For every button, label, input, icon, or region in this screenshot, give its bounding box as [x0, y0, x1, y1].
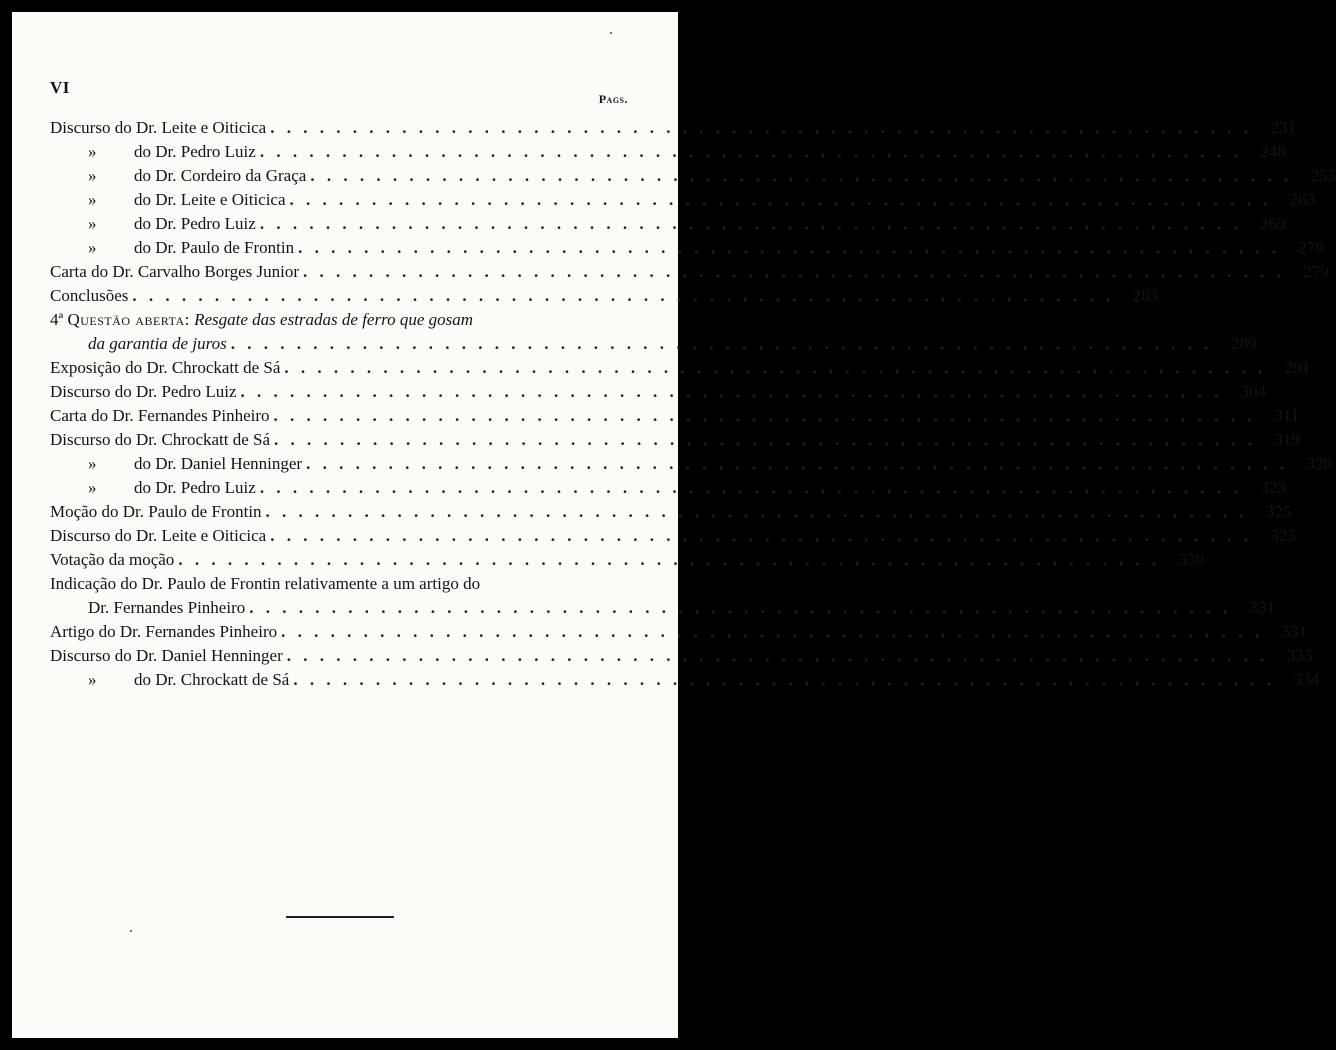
- leader-dots: [260, 476, 1242, 500]
- toc-entry-text: do Dr. Cordeiro da Graça: [134, 166, 307, 185]
- toc-entry-page: 289: [1230, 334, 1257, 353]
- toc-entry-title: Discurso do Dr. Chrockatt de Sá: [50, 430, 271, 449]
- ditto-mark: »: [88, 238, 97, 257]
- toc-entry-text: do Dr. Pedro Luiz: [134, 214, 256, 233]
- toc-entry-multiline: [50, 572, 628, 596]
- leader-dots: [260, 140, 1242, 164]
- toc-entry: [50, 548, 1205, 572]
- toc-entry-title-line1: Indicação do Dr. Paulo de Frontin relativamente a um artigo do: [50, 574, 481, 593]
- leader-dots: [293, 668, 1275, 692]
- page-number: VI: [50, 78, 70, 97]
- leader-dots: [290, 188, 1272, 212]
- ditto-mark: »: [88, 670, 97, 689]
- toc-entry: [50, 596, 1275, 620]
- toc-entry-page: 311: [1274, 406, 1300, 425]
- question-title-line2: da garantia de juros: [88, 334, 227, 353]
- toc-entry-page: 291: [1284, 358, 1311, 377]
- toc-entry-text: do Dr. Leite e Oiticica: [134, 190, 286, 209]
- toc-entry-title: Discurso do Dr. Pedro Luiz: [50, 382, 237, 401]
- toc-entry-page: 325: [1270, 526, 1296, 545]
- leader-dots: [132, 284, 1114, 308]
- leader-dots: [274, 428, 1256, 452]
- ditto-mark: »: [88, 190, 97, 209]
- leader-dots: [310, 164, 1292, 188]
- toc-entry: [50, 260, 1329, 284]
- toc-entry-title: Votação da moção: [50, 550, 175, 569]
- question-title-line1: Resgate das estradas de ferro que gosam: [194, 310, 474, 329]
- toc-entry: [50, 668, 1320, 692]
- toc-entry: [50, 644, 1313, 668]
- paper-speck: [610, 32, 612, 34]
- toc-entry: [50, 116, 1296, 140]
- toc-entry-page: 253: [1310, 166, 1336, 185]
- toc-entry-text: do Dr. Paulo de Frontin: [134, 238, 295, 257]
- leader-dots: [281, 620, 1263, 644]
- ditto-mark: »: [88, 478, 97, 497]
- toc-entry-page: 319: [1274, 430, 1300, 449]
- question-number: 4ª: [50, 310, 64, 329]
- toc-entry-title: [50, 452, 302, 476]
- toc-entry: [50, 476, 1286, 500]
- leader-dots: [260, 212, 1242, 236]
- table-of-contents: [50, 116, 1336, 692]
- leader-dots: [303, 260, 1285, 284]
- toc-entry-page: 269: [1260, 214, 1286, 233]
- ditto-mark: »: [88, 454, 97, 473]
- toc-entry: [50, 236, 1324, 260]
- toc-entry-title: [50, 140, 256, 164]
- toc-entry-title: Discurso do Dr. Leite e Oiticica: [50, 526, 267, 545]
- leader-dots: [266, 500, 1248, 524]
- toc-entry: [50, 356, 1311, 380]
- toc-entry-title: [50, 212, 256, 236]
- toc-entry-page: 231: [1270, 118, 1296, 137]
- toc-entry-title: [50, 476, 256, 500]
- toc-entry-page: 304: [1240, 382, 1267, 401]
- leader-dots: [274, 404, 1256, 428]
- toc-entry: [50, 620, 1307, 644]
- pages-column-header: Pags.: [598, 92, 628, 106]
- toc-entry-page: 248: [1260, 142, 1286, 161]
- toc-entry-page: 334: [1293, 670, 1320, 689]
- toc-entry-title: [50, 668, 289, 692]
- toc-entry: [50, 500, 1292, 524]
- toc-entry: [50, 212, 1286, 236]
- toc-entry-text: do Dr. Pedro Luiz: [134, 478, 256, 497]
- toc-entry: [50, 524, 1296, 548]
- toc-entry-title: Conclusões: [50, 286, 129, 305]
- leader-dots: [298, 236, 1280, 260]
- toc-entry: [50, 164, 1336, 188]
- toc-entry-page: 320: [1306, 454, 1332, 473]
- toc-entry: [50, 428, 1300, 452]
- leader-dots: [231, 332, 1213, 356]
- toc-entry-page: 323: [1260, 478, 1286, 497]
- toc-entry-title: [50, 236, 294, 260]
- leader-dots: [287, 644, 1269, 668]
- question-heading: [50, 308, 628, 332]
- question-label: Questão aberta:: [67, 310, 190, 329]
- toc-entry-page: 283: [1132, 286, 1159, 305]
- toc-entry-text: do Dr. Pedro Luiz: [134, 142, 256, 161]
- toc-entry-page: 325: [1265, 502, 1292, 521]
- toc-entry-title: Discurso do Dr. Leite e Oiticica: [50, 118, 267, 137]
- toc-entry: [50, 284, 1159, 308]
- ditto-mark: »: [88, 214, 97, 233]
- question-heading-text: [50, 308, 473, 332]
- toc-entry-title-line2: Dr. Fernandes Pinheiro: [88, 598, 246, 617]
- leader-dots: [249, 596, 1231, 620]
- toc-entry-page: 270: [1298, 238, 1324, 257]
- toc-entry: [50, 404, 1300, 428]
- leader-dots: [270, 116, 1252, 140]
- toc-entry-page: 331: [1249, 598, 1275, 617]
- leader-dots: [241, 380, 1223, 404]
- toc-entry: [50, 140, 1286, 164]
- toc-entry-text: do Dr. Chrockatt de Sá: [134, 670, 290, 689]
- toc-entry-title: [50, 164, 306, 188]
- book-page: [12, 12, 1336, 1038]
- toc-entry-title: Discurso do Dr. Daniel Henninger: [50, 646, 283, 665]
- ditto-mark: »: [88, 142, 97, 161]
- toc-entry-text: do Dr. Daniel Henninger: [134, 454, 303, 473]
- ditto-mark: »: [88, 166, 97, 185]
- toc-entry-title: [50, 188, 286, 212]
- toc-entry-title: Exposição do Dr. Chrockatt de Sá: [50, 358, 281, 377]
- leader-dots: [178, 548, 1160, 572]
- leader-dots: [284, 356, 1266, 380]
- toc-entry-title: Artigo do Dr. Fernandes Pinheiro: [50, 622, 278, 641]
- toc-entry-page: 263: [1289, 190, 1316, 209]
- toc-entry-title: Carta do Dr. Fernandes Pinheiro: [50, 406, 270, 425]
- toc-entry: [50, 188, 1316, 212]
- toc-entry-page: 330: [1178, 550, 1205, 569]
- toc-entry-page: 279: [1303, 262, 1329, 281]
- toc-entry-page: 333: [1287, 646, 1313, 665]
- toc-entry: [50, 380, 1267, 404]
- toc-entry: [50, 332, 1257, 356]
- closing-rule: [286, 916, 394, 918]
- toc-entry: [50, 452, 1332, 476]
- leader-dots: [270, 524, 1252, 548]
- paper-speck: [130, 930, 132, 932]
- leader-dots: [306, 452, 1288, 476]
- toc-entry-title: Carta do Dr. Carvalho Borges Junior: [50, 262, 299, 281]
- toc-entry-page: 331: [1281, 622, 1307, 641]
- toc-entry-title: Moção do Dr. Paulo de Frontin: [50, 502, 262, 521]
